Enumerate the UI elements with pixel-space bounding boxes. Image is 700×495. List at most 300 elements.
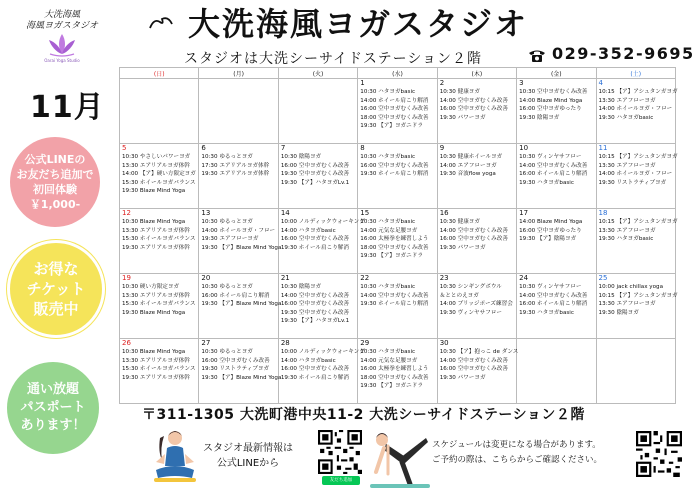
class-time: 14:00 <box>519 162 536 169</box>
class-entry <box>358 292 436 301</box>
class-time: 10:30 <box>439 154 456 160</box>
calendar-day-cell <box>199 339 282 404</box>
class-time: 13:30 <box>598 97 615 104</box>
class-entry <box>597 170 675 179</box>
class-time: 14:00 <box>280 227 297 234</box>
class-time: 14:00 <box>360 227 377 234</box>
class-time: 14:00 <box>360 357 377 364</box>
class-time: 14:00 <box>519 219 536 225</box>
class-name: エアリアルヨガ体幹 <box>139 357 190 364</box>
class-time: 19:30 <box>439 114 456 121</box>
meditating-person-illustration <box>150 426 200 488</box>
schedule-note-text: ご予約の際は、こちらからご確認ください。 <box>432 455 603 465</box>
class-entry <box>438 114 516 123</box>
class-time: 15:30 <box>122 236 139 243</box>
class-entry <box>279 227 357 236</box>
class-name: 空中ヨガむくみ改善 <box>378 114 429 121</box>
weekday-header: (木) <box>437 68 516 79</box>
promo-pass-text: あります！ <box>20 418 86 433</box>
class-name: 空中ヨガむくみ改善 <box>298 162 350 169</box>
class-entry <box>279 170 357 179</box>
class-time: 16:00 <box>360 236 377 243</box>
class-entry <box>279 317 357 326</box>
phone-number[interactable]: 029-352-9695 <box>552 44 695 63</box>
class-entry <box>438 162 516 171</box>
class-name: 【ア】ヨガニドラ <box>378 383 423 390</box>
class-name: 空中ヨガむくみ改善 <box>537 89 588 95</box>
calendar-day-cell <box>596 79 678 144</box>
class-name: jack chillax yoga <box>616 284 664 290</box>
calendar-empty-cell <box>278 79 357 144</box>
class-time: 14:00 <box>439 301 456 308</box>
class-entry <box>120 162 198 171</box>
weekday-header: (金) <box>517 68 596 79</box>
pass-promo-badge <box>7 362 99 454</box>
class-time: 16:00 <box>280 162 297 169</box>
class-entry <box>279 162 357 171</box>
class-entry <box>120 348 198 357</box>
reservation-qr-code[interactable] <box>636 431 682 477</box>
class-name: 空中ヨガむくみ改善 <box>219 357 270 364</box>
day-number: 14 <box>280 209 290 217</box>
class-name: 健康ヨガ <box>457 219 480 225</box>
class-entry <box>517 227 595 236</box>
day-number: 21 <box>280 274 290 282</box>
class-entry <box>597 283 675 292</box>
class-entry <box>279 300 357 309</box>
class-entry <box>279 374 357 383</box>
class-time: 16:00 <box>519 301 536 308</box>
line-add-friend-button[interactable]: 友だち追加 <box>322 476 360 485</box>
class-time: 15:30 <box>122 301 139 308</box>
class-entry <box>597 309 675 318</box>
class-entry <box>199 292 277 301</box>
class-entry <box>199 218 277 227</box>
class-time: 10:30 <box>122 154 139 160</box>
class-name: 健康ヨガ <box>457 89 480 95</box>
calendar-week-row <box>120 209 676 274</box>
class-name: エアフローヨガ <box>616 97 656 104</box>
class-entry <box>438 97 516 106</box>
class-entry <box>120 227 198 236</box>
class-time: 10:30 <box>280 284 297 290</box>
class-entry <box>279 292 357 301</box>
day-number: 5 <box>122 144 127 152</box>
class-time: 15:30 <box>122 179 139 186</box>
calendar-day-cell <box>120 144 199 209</box>
class-entry <box>438 218 516 227</box>
class-name: ブリッジポーズ練習会 <box>457 301 513 308</box>
class-entry <box>517 235 595 244</box>
class-time: 13:30 <box>598 301 615 308</box>
calendar-day-cell <box>358 209 437 274</box>
class-entry <box>199 244 282 253</box>
day-number: 6 <box>201 144 206 152</box>
class-entry <box>358 122 436 131</box>
class-time: 16:00 <box>201 292 218 299</box>
class-entry <box>199 170 277 179</box>
class-entry <box>438 88 516 97</box>
class-entry <box>438 292 516 301</box>
class-name: パワーヨガ <box>457 244 486 251</box>
class-name: ホイールヨガバランス <box>139 366 196 373</box>
class-time: 19:30 <box>360 123 377 130</box>
class-time: 16:00 <box>280 236 297 243</box>
promo-line-text: お友だち追加で <box>16 168 94 181</box>
lotus-icon <box>46 32 78 58</box>
class-name: 元気な足腰ヨガ <box>378 227 418 234</box>
calendar-day-cell <box>120 209 199 274</box>
class-name: 【ア】Blaze Mind Yoga <box>219 301 282 308</box>
day-number: 22 <box>360 274 370 282</box>
line-info-note <box>203 441 293 471</box>
calendar-day-cell <box>358 79 437 144</box>
class-name: シンギングボウル <box>457 284 502 290</box>
class-name: 音波flow yoga <box>457 171 496 178</box>
class-name: 空中ヨガむくみ改善 <box>378 244 429 251</box>
class-name: Blaze Mind Yoga <box>139 219 186 225</box>
class-name: ホイール肩こり解消 <box>537 171 588 178</box>
class-name: 太極拳を練習しよう <box>378 366 429 373</box>
class-name: Blaze Mind Yoga <box>139 188 186 195</box>
class-name: 空中ヨガむくみ改善 <box>298 171 350 178</box>
calendar-day-cell <box>517 144 596 209</box>
class-time: 14:00 <box>519 292 536 299</box>
class-time: 19:30 <box>122 244 139 251</box>
class-entry <box>120 357 198 366</box>
calendar-day-cell <box>278 274 357 339</box>
class-entry <box>358 365 436 374</box>
class-time: 10:30 <box>280 154 297 160</box>
calendar-day-cell <box>437 209 516 274</box>
calendar-day-cell <box>437 339 519 404</box>
class-name: 【ア】Blaze Mind Yoga <box>219 374 282 381</box>
class-name: ゆるっとヨガ <box>219 154 253 160</box>
weekday-header: (土) <box>596 68 675 79</box>
calendar-day-cell <box>437 274 516 339</box>
class-time: 19:30 <box>201 236 218 243</box>
class-time: 16:00 <box>519 171 536 178</box>
class-name: エアフローヨガ <box>616 162 656 169</box>
class-time: 14:00 <box>598 171 615 178</box>
class-time: 19:30 <box>519 114 536 121</box>
class-entry <box>199 162 277 171</box>
calendar-day-cell <box>358 144 437 209</box>
class-time: 19:30 <box>201 366 218 373</box>
class-time: 19:30 <box>598 309 615 316</box>
class-name: やさしいパワーヨガ <box>139 154 191 160</box>
class-entry <box>597 300 675 309</box>
class-entry <box>279 235 357 244</box>
class-time: 14:00 <box>360 97 377 104</box>
class-entry <box>517 283 595 292</box>
class-time: 19:30 <box>360 171 377 178</box>
class-name: ハタヨガbasic <box>378 219 416 225</box>
class-time: 10:30 <box>360 284 377 290</box>
day-number: 11 <box>598 144 608 152</box>
class-name: Blaze Mind Yoga <box>537 97 583 104</box>
line-promo-badge <box>10 137 100 227</box>
class-entry <box>597 105 675 114</box>
class-entry <box>279 244 357 253</box>
schedule-calendar <box>119 67 676 404</box>
promo-line-text: 初回体験 <box>33 183 77 196</box>
class-entry <box>120 187 198 196</box>
class-entry <box>120 179 198 188</box>
class-entry <box>199 365 277 374</box>
class-name: ホイール肩こり解消 <box>378 171 429 178</box>
class-entry <box>517 162 595 171</box>
class-name: エアフローヨガ <box>457 162 497 169</box>
calendar-day-cell <box>278 144 357 209</box>
class-time: 16:00 <box>439 106 456 113</box>
class-time: 19:30 <box>360 383 377 390</box>
day-number: 27 <box>201 339 211 347</box>
calendar-week-row <box>120 144 676 209</box>
class-entry <box>597 153 678 162</box>
day-number: 28 <box>280 339 290 347</box>
class-entry <box>358 252 436 261</box>
class-name: 空中ヨガむくみ改善 <box>537 292 588 299</box>
class-entry <box>120 218 198 227</box>
class-name: 空中ヨガゆったり <box>537 106 582 113</box>
class-name: エアリアルヨガ体幹 <box>139 162 190 169</box>
class-time: 10:30 <box>122 219 139 225</box>
class-time: 10:30 <box>360 349 377 355</box>
calendar-day-cell <box>199 209 282 274</box>
class-time: 10:15 <box>598 219 615 225</box>
day-number: 2 <box>439 79 445 87</box>
class-name: 空中ヨガむくみ改善 <box>457 106 508 113</box>
promo-pass-text: 通い放題 <box>26 382 79 397</box>
class-name: エアフローヨガ <box>616 301 656 308</box>
class-name: 空中ヨガむくみ改善 <box>378 292 429 299</box>
class-time: 10:30 <box>519 154 536 160</box>
studio-location: スタジオは大洗シーサイドステーション２階 <box>184 51 483 67</box>
class-time: 13:30 <box>122 162 139 169</box>
class-entry <box>597 114 675 123</box>
day-number: 25 <box>598 274 608 282</box>
promo-line-text: 公式LINEの <box>24 153 86 166</box>
class-entry <box>120 292 198 301</box>
class-time: 10:30 <box>122 284 139 290</box>
class-name: 空中ヨガむくみ改善 <box>457 366 508 373</box>
class-entry <box>199 227 277 236</box>
class-time: 19:30 <box>598 236 615 243</box>
class-name: パワーヨガ <box>457 114 486 121</box>
class-entry <box>120 235 198 244</box>
class-time: 16:00 <box>360 106 377 113</box>
class-name: ハタヨガbasic <box>537 309 574 316</box>
class-name: エアリアルヨガ体幹 <box>219 171 270 178</box>
class-time: 16:00 <box>439 236 456 243</box>
class-name: ホイール肩こり解消 <box>378 301 429 308</box>
yoga-pose-illustration <box>370 424 430 490</box>
class-entry <box>597 227 675 236</box>
class-name: ハタヨガbasic <box>298 227 336 234</box>
class-name: 空中ヨガむくみ改善 <box>378 162 429 169</box>
class-time: 16:00 <box>201 357 218 364</box>
day-number: 13 <box>201 209 211 217</box>
class-name: 空中ヨガむくみ改善 <box>457 357 508 364</box>
class-name: ハタヨガbasic <box>378 89 416 95</box>
calendar-empty-cell <box>596 339 675 404</box>
class-name: ホイールヨガバランス <box>139 179 196 186</box>
class-time: 13:30 <box>122 292 139 299</box>
class-name: ゆるっとヨガ <box>219 284 253 290</box>
class-name: 太極拳を練習しよう <box>378 236 429 243</box>
class-time: 14:00 <box>598 106 615 113</box>
class-time: 18:00 <box>360 374 377 381</box>
class-time: 14:00 <box>439 162 456 169</box>
class-name: ホイールヨガバランス <box>139 236 196 243</box>
line-note-text: 公式LINEから <box>216 458 280 469</box>
class-name: 【ア】抱っこ de ダンス <box>457 349 519 355</box>
class-entry <box>279 365 357 374</box>
class-entry <box>120 300 198 309</box>
class-time: 19:30 <box>519 236 536 243</box>
class-time: 14:00 <box>201 227 218 234</box>
class-time: 14:00 <box>439 97 456 104</box>
calendar-empty-cell <box>199 79 278 144</box>
class-name: ホイールヨガバランス <box>139 301 196 308</box>
logo-subtext: Oarai Yoga Studio <box>44 58 80 63</box>
class-name: ハタヨガbasic <box>378 284 416 290</box>
day-number: 24 <box>519 274 529 282</box>
class-entry <box>120 365 198 374</box>
logo-line-2: 海風ヨガスタジオ <box>25 21 98 31</box>
class-name: ホイールヨガ・フロー <box>616 106 673 113</box>
class-name: 【ア】Blaze Mind Yoga <box>219 244 282 251</box>
month-label: 11月 <box>30 90 105 125</box>
class-time: 14:00 <box>439 227 456 234</box>
class-name: ホイールヨガ・フロー <box>616 171 673 178</box>
class-name: ハタヨガbasic <box>378 349 416 355</box>
day-number: 15 <box>360 209 370 217</box>
class-time: 19:30 <box>201 374 218 381</box>
class-time: 16:00 <box>519 106 536 113</box>
class-time: 10:30 <box>439 89 456 95</box>
class-entry <box>358 162 436 171</box>
class-name: 【ア】ハタヨガLv.1 <box>298 179 350 186</box>
class-name: 【ア】アシュタンガヨガ <box>616 219 678 225</box>
class-time: 14:00 <box>519 97 536 104</box>
class-time: 10:15 <box>598 154 615 160</box>
class-time: 19:30 <box>519 179 536 186</box>
class-name: 空中ヨガむくみ改善 <box>298 236 350 243</box>
class-time: 10:30 <box>439 219 456 225</box>
class-time: 19:30 <box>280 318 297 325</box>
line-qr-code[interactable] <box>318 430 362 474</box>
class-name: ホイール肩こり解消 <box>298 374 349 381</box>
class-entry <box>358 244 436 253</box>
class-entry <box>517 105 595 114</box>
class-time: 19:30 <box>360 253 377 260</box>
class-time: 19:30 <box>280 309 297 316</box>
class-time: 10:30 <box>519 284 536 290</box>
class-name: ヴィンヤサフロー <box>537 154 582 160</box>
class-time: 19:30 <box>122 188 139 195</box>
class-entry <box>358 283 436 292</box>
class-name: ゆるっとヨガ <box>219 219 253 225</box>
class-name: 【ア】ヨガニドラ <box>378 123 423 130</box>
calendar-day-cell <box>120 339 199 404</box>
class-entry <box>438 309 516 318</box>
class-entry <box>199 374 282 383</box>
day-number: 26 <box>122 339 131 347</box>
class-entry <box>517 153 595 162</box>
class-name: エアフローヨガ <box>616 227 656 234</box>
class-name: エアリアルヨガ体幹 <box>139 374 190 381</box>
class-entry <box>438 365 516 374</box>
class-time: 10:30 <box>439 284 456 290</box>
class-name: 空中ヨガむくみ改善 <box>298 309 350 316</box>
class-entry <box>120 374 198 383</box>
class-entry <box>358 357 436 366</box>
class-name: 空中ヨガむくみ改善 <box>378 374 429 381</box>
class-entry <box>438 348 519 357</box>
class-entry <box>517 88 595 97</box>
class-entry <box>358 97 436 106</box>
class-name: エアリアルヨガ体幹 <box>139 227 190 234</box>
weekday-header: (火) <box>278 68 357 79</box>
day-number: 18 <box>598 209 608 217</box>
class-entry <box>517 179 595 188</box>
calendar-day-cell <box>596 144 678 209</box>
class-entry <box>279 179 357 188</box>
day-number: 17 <box>519 209 529 217</box>
calendar-day-cell <box>437 79 516 144</box>
class-entry <box>438 300 516 309</box>
class-time: 10:15 <box>598 292 615 299</box>
class-name: ホイール肩こり解消 <box>219 292 270 299</box>
class-entry <box>438 170 516 179</box>
class-entry <box>597 292 678 301</box>
class-entry <box>438 153 516 162</box>
day-number: 1 <box>360 79 365 87</box>
class-time: 10:30 <box>201 154 218 160</box>
class-time: 10:30 <box>360 219 377 225</box>
class-time: 10:30 <box>201 349 218 355</box>
class-entry <box>517 292 595 301</box>
promo-ticket-text: チケット <box>26 280 86 298</box>
class-name: 【ア】硬い方限定ヨガ <box>139 171 196 178</box>
class-name: ハタヨガbasic <box>616 236 654 243</box>
class-entry <box>358 235 436 244</box>
day-number: 8 <box>360 144 365 152</box>
day-number: 7 <box>280 144 286 152</box>
promo-ticket-text: お得な <box>33 260 79 278</box>
logo-text <box>14 10 110 32</box>
class-entry <box>199 348 277 357</box>
class-time: 10:30 <box>360 89 377 95</box>
class-entry <box>358 88 436 97</box>
class-entry <box>199 357 277 366</box>
class-name: ハタヨガbasic <box>616 114 654 121</box>
class-entry <box>120 244 198 253</box>
class-name: ゆるっとヨガ <box>219 349 253 355</box>
class-name: ヴィンヤサフロー <box>457 309 503 316</box>
weekday-header: (水) <box>358 68 437 79</box>
calendar-day-cell <box>437 144 516 209</box>
class-entry <box>597 218 678 227</box>
class-time: 19:30 <box>439 374 456 381</box>
weekday-header: (月) <box>199 68 278 79</box>
calendar-week-row <box>120 79 676 144</box>
class-entry <box>279 218 365 227</box>
schedule-change-note <box>432 438 602 468</box>
class-entry <box>358 374 436 383</box>
